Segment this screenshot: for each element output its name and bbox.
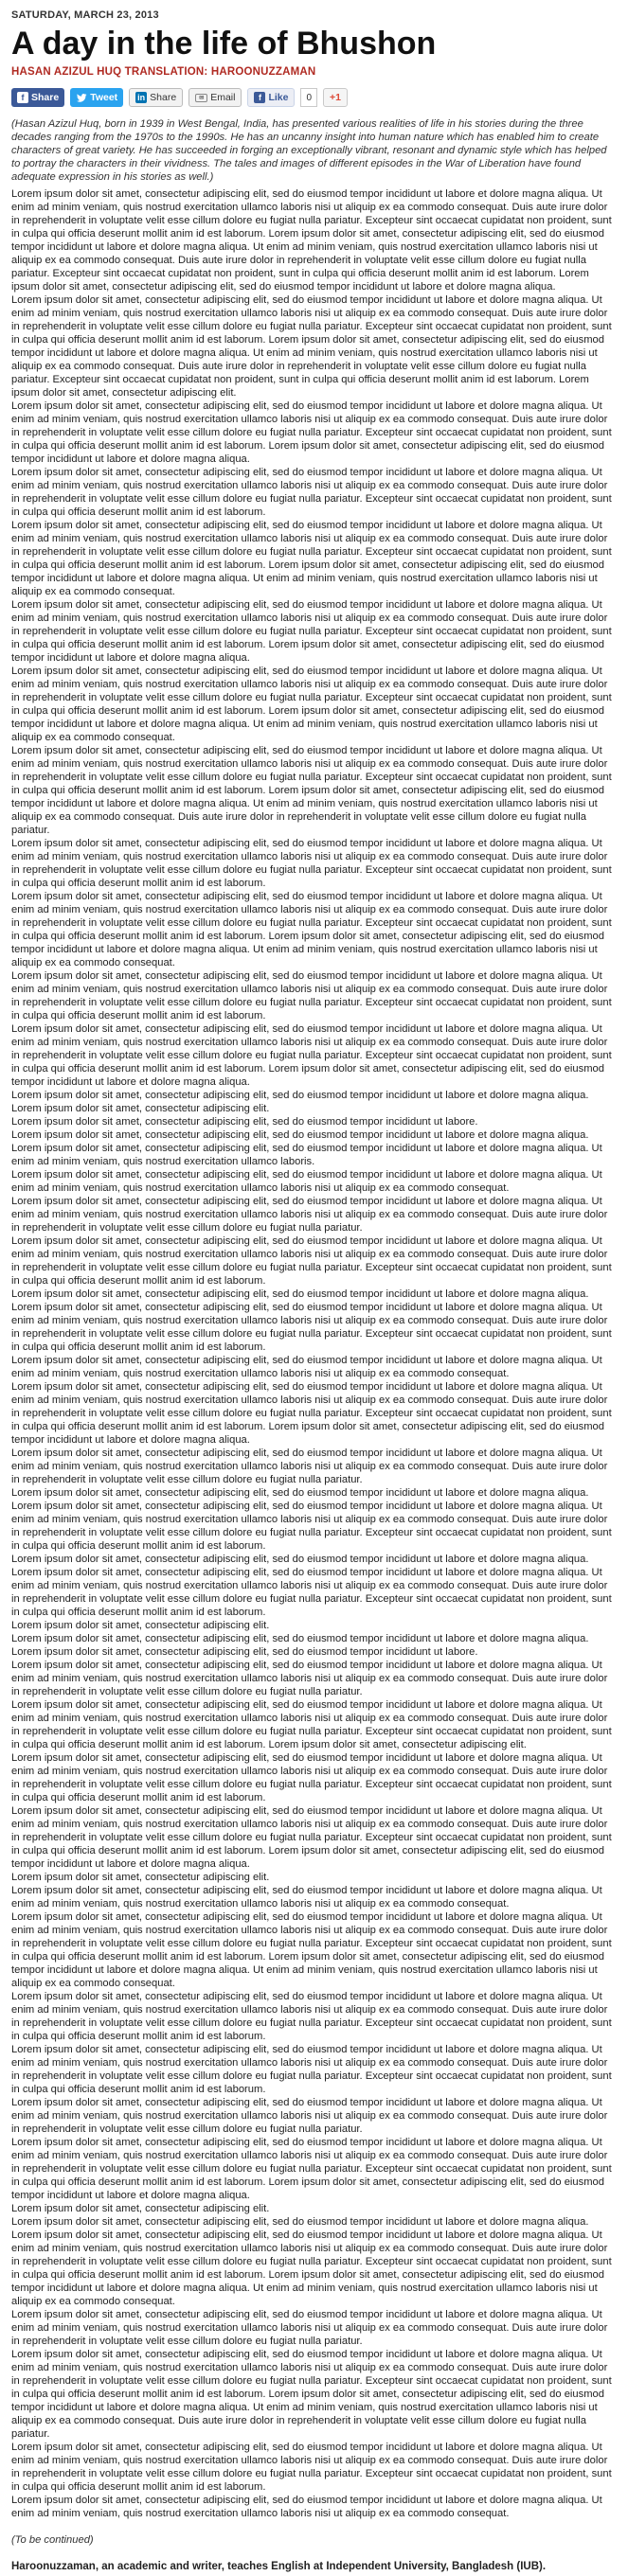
email-share-label: Email: [210, 92, 236, 103]
article-date: SATURDAY, MARCH 23, 2013: [11, 9, 159, 21]
like-count: 0: [300, 88, 317, 107]
facebook-like-button[interactable]: [247, 88, 295, 107]
article-paragraph: Lorem ipsum dolor sit amet, consectetur adipiscing elit, sed do eiusmod tempor incididunt ut labore et dolore magna aliqua.: [11, 1487, 589, 1499]
article-intro: (Hasan Azizul Huq, born in 1939 in West Bengal, India, has presented various realities of life in his stories during the three decades ranging from the 1970s to the 1990s. He has an uncanny insight into human nature which has enabled him to create characters of great variety. He has succeeded in forging an exceptionally vibrant, resonant and dynamic style which has helped to portray the characters in their vividness. The tales and images of different episodes in the War of Liberation have found adequate expression in his stories as well.): [11, 118, 607, 183]
article-paragraph: Lorem ipsum dolor sit amet, consectetur adipiscing elit, sed do eiusmod tempor incididunt ut labore et dolore magna aliqua. Ut enim ad minim veniam, quis nostrud exercitation ullamco laboris nisi ut aliquip ex ea commodo consequat.: [11, 1169, 602, 1194]
article-paragraph: Lorem ipsum dolor sit amet, consectetur adipiscing elit, sed do eiusmod tempor incididunt ut labore et dolore magna aliqua. Ut enim ad minim veniam, quis nostrud exercitation ullamco laboris nisi ut aliquip ex ea commodo consequat. Duis aute irure dolor in reprehenderit in voluptate velit esse cillum dolore eu fugiat nulla pariatur. Excepteur sint occaecat cupidatat non proident, sunt in culpa qui officia deserunt mollit anim id est laborum.: [11, 838, 612, 889]
article-paragraph: Lorem ipsum dolor sit amet, consectetur adipiscing elit, sed do eiusmod tempor incididunt ut labore et dolore magna aliqua. Ut enim ad minim veniam, quis nostrud exercitation ullamco laboris nisi ut aliquip ex ea commodo consequat. Duis aute irure dolor in reprehenderit in voluptate velit esse cillum dolore eu fugiat nulla pariatur. Excepteur sint occaecat cupidatat non proident, sunt in culpa qui officia deserunt mollit anim id est laborum. Lorem ipsum dolor sit amet, consectetur adipiscing elit, sed do eiusmod tempor incididunt ut labore et dolore magna aliqua.: [11, 599, 612, 664]
linkedin-icon: in: [137, 93, 146, 102]
article-paragraph: Lorem ipsum dolor sit amet, consectetur adipiscing elit, sed do eiusmod tempor incididunt ut labore et dolore magna aliqua. Ut enim ad minim veniam, quis nostrud exercitation ullamco laboris nisi ut aliquip ex ea commodo consequat. Duis aute irure dolor in reprehenderit in voluptate velit esse cillum dolore eu fugiat nulla pariatur.: [11, 2309, 608, 2347]
linkedin-share-button[interactable]: [129, 88, 183, 107]
envelope-icon: ✉: [195, 94, 207, 102]
thumbs-up-icon: f: [254, 92, 265, 103]
article-paragraph: Lorem ipsum dolor sit amet, consectetur adipiscing elit, sed do eiusmod tempor incididunt ut labore et dolore magna aliqua. Ut enim ad minim veniam, quis nostrud exercitation ullamco laboris nisi ut aliquip ex ea commodo consequat.: [11, 2495, 602, 2519]
article-byline: HASAN AZIZUL HUQ TRANSLATION: HAROONUZZAMAN: [11, 66, 316, 78]
article-paragraph: Lorem ipsum dolor sit amet, consectetur adipiscing elit, sed do eiusmod tempor incididunt ut labore et dolore magna aliqua. Ut enim ad minim veniam, quis nostrud exercitation ullamco laboris.: [11, 1143, 602, 1167]
linkedin-share-label: Share: [150, 92, 177, 103]
article-paragraph: Lorem ipsum dolor sit amet, consectetur adipiscing elit, sed do eiusmod tempor incididunt ut labore et dolore magna aliqua. Ut enim ad minim veniam, quis nostrud exercitation ullamco laboris nisi ut aliquip ex ea commodo consequat. Duis aute irure dolor in reprehenderit in voluptate velit esse cillum dolore eu fugiat nulla pariatur. Excepteur sint occaecat cupidatat non proident, sunt in culpa qui officia deserunt mollit anim id est laborum.: [11, 1302, 612, 1353]
google-plus-button[interactable]: [323, 88, 348, 107]
share-bar: [11, 87, 617, 108]
article-paragraph: Lorem ipsum dolor sit amet, consectetur adipiscing elit, sed do eiusmod tempor incididunt ut labore et dolore magna aliqua. Ut enim ad minim veniam, quis nostrud exercitation ullamco laboris nisi ut aliquip ex ea commodo consequat. Duis aute irure dolor in reprehenderit in voluptate velit esse cillum dolore eu fugiat nulla pariatur. Excepteur sint occaecat cupidatat non proident, sunt in culpa qui officia deserunt mollit anim id est laborum. Lorem ipsum dolor sit amet, consectetur adipiscing elit, sed do eiusmod tempor incididunt ut labore et dolore magna aliqua.: [11, 1805, 612, 1870]
article-paragraph: Lorem ipsum dolor sit amet, consectetur adipiscing elit, sed do eiusmod tempor incididunt ut labore et dolore magna aliqua. Ut enim ad minim veniam, quis nostrud exercitation ullamco laboris nisi ut aliquip ex ea commodo consequat. Duis aute irure dolor in reprehenderit in voluptate velit esse cillum dolore eu fugiat nulla pariatur.: [11, 1660, 608, 1697]
article-paragraph: Lorem ipsum dolor sit amet, consectetur adipiscing elit, sed do eiusmod tempor incididunt ut labore et dolore magna aliqua. Ut enim ad minim veniam, quis nostrud exercitation ullamco laboris nisi ut aliquip ex ea commodo consequat. Duis aute irure dolor in reprehenderit in voluptate velit esse cillum dolore eu fugiat nulla pariatur. Excepteur sint occaecat cupidatat non proident, sunt in culpa qui officia deserunt mollit anim id est laborum.: [11, 1235, 612, 1287]
twitter-tweet-label: Tweet: [90, 92, 118, 103]
article-paragraph: Lorem ipsum dolor sit amet, consectetur adipiscing elit, sed do eiusmod tempor incididunt ut labore et dolore magna aliqua. Ut enim ad minim veniam, quis nostrud exercitation ullamco laboris nisi ut aliquip ex ea commodo consequat. Duis aute irure dolor in reprehenderit in voluptate velit esse cillum dolore eu fugiat nulla pariatur. Excepteur sint occaecat cupidatat non proident, sunt in culpa qui officia deserunt mollit anim id est laborum. Lorem ipsum dolor sit amet, consectetur adipiscing elit, sed do eiusmod tempor incididunt ut labore et dolore magna aliqua. Ut enim ad minim veniam, quis nostrud exercitation ullamco laboris nisi ut aliquip ex ea commodo consequat. Duis aute irure dolor in reprehenderit in voluptate velit esse cillum dolore eu fugiat nulla pariatur.: [11, 2349, 612, 2440]
article-paragraph: Lorem ipsum dolor sit amet, consectetur adipiscing elit, sed do eiusmod tempor incididunt ut labore et dolore magna aliqua. Ut enim ad minim veniam, quis nostrud exercitation ullamco laboris nisi ut aliquip ex ea commodo consequat.: [11, 1355, 602, 1379]
article-paragraph: Lorem ipsum dolor sit amet, consectetur adipiscing elit, sed do eiusmod tempor incididunt ut labore et dolore magna aliqua. Ut enim ad minim veniam, quis nostrud exercitation ullamco laboris nisi ut aliquip ex ea commodo consequat. Duis aute irure dolor in reprehenderit in voluptate velit esse cillum dolore eu fugiat nulla pariatur. Excepteur sint occaecat cupidatat non proident, sunt in culpa qui officia deserunt mollit anim id est laborum.: [11, 2044, 612, 2095]
article-paragraph: Lorem ipsum dolor sit amet, consectetur adipiscing elit, sed do eiusmod tempor incididunt ut labore et dolore magna aliqua. Ut enim ad minim veniam, quis nostrud exercitation ullamco laboris nisi ut aliquip ex ea commodo consequat.: [11, 1885, 602, 1910]
article-paragraph: Lorem ipsum dolor sit amet, consectetur adipiscing elit, sed do eiusmod tempor incididunt ut labore et dolore magna aliqua. Ut enim ad minim veniam, quis nostrud exercitation ullamco laboris nisi ut aliquip ex ea commodo consequat. Duis aute irure dolor in reprehenderit in voluptate velit esse cillum dolore eu fugiat nulla pariatur. Excepteur sint occaecat cupidatat non proident, sunt in culpa qui officia deserunt mollit anim id est laborum.: [11, 467, 612, 518]
article-paragraph: Lorem ipsum dolor sit amet, consectetur adipiscing elit.: [11, 1103, 270, 1114]
article-paragraph: Lorem ipsum dolor sit amet, consectetur adipiscing elit, sed do eiusmod tempor incididunt ut labore et dolore magna aliqua. Ut enim ad minim veniam, quis nostrud exercitation ullamco laboris nisi ut aliquip ex ea commodo consequat. Duis aute irure dolor in reprehenderit in voluptate velit esse cillum dolore eu fugiat nulla pariatur. Excepteur sint occaecat cupidatat non proident, sunt in culpa qui officia deserunt mollit anim id est laborum. Lorem ipsum dolor sit amet, consectetur adipiscing elit, sed do eiusmod tempor incididunt ut labore et dolore magna aliqua. Ut enim ad minim veniam, quis nostrud exercitation ullamco laboris nisi ut aliquip ex ea commodo consequat. Duis aute irure dolor in reprehenderit in voluptate velit esse cillum dolore eu fugiat nulla pariatur. Excepteur sint occaecat cupidatat non proident, sunt in culpa qui officia deserunt mollit anim id est laborum. Lorem ipsum dolor sit amet, consectetur adipiscing elit, sed do eiusmod tempor incididunt ut labore et dolore magna aliqua.: [11, 188, 612, 293]
article-paragraph: Lorem ipsum dolor sit amet, consectetur adipiscing elit, sed do eiusmod tempor incididunt ut labore et dolore magna aliqua. Ut enim ad minim veniam, quis nostrud exercitation ullamco laboris nisi ut aliquip ex ea commodo consequat. Duis aute irure dolor in reprehenderit in voluptate velit esse cillum dolore eu fugiat nulla pariatur. Excepteur sint occaecat cupidatat non proident, sunt in culpa qui officia deserunt mollit anim id est laborum. Lorem ipsum dolor sit amet, consectetur adipiscing elit, sed do eiusmod tempor incididunt ut labore et dolore magna aliqua.: [11, 1023, 612, 1088]
article-body: [11, 187, 617, 2520]
article-paragraph: Lorem ipsum dolor sit amet, consectetur adipiscing elit, sed do eiusmod tempor incididunt ut labore et dolore magna aliqua. Ut enim ad minim veniam, quis nostrud exercitation ullamco laboris nisi ut aliquip ex ea commodo consequat. Duis aute irure dolor in reprehenderit in voluptate velit esse cillum dolore eu fugiat nulla pariatur. Excepteur sint occaecat cupidatat non proident, sunt in culpa qui officia deserunt mollit anim id est laborum. Lorem ipsum dolor sit amet, consectetur adipiscing elit, sed do eiusmod tempor incididunt ut labore et dolore magna aliqua.: [11, 2137, 612, 2201]
article-paragraph: Lorem ipsum dolor sit amet, consectetur adipiscing elit, sed do eiusmod tempor incididunt ut labore et dolore magna aliqua.: [11, 1129, 589, 1141]
article-paragraph: Lorem ipsum dolor sit amet, consectetur adipiscing elit, sed do eiusmod tempor incididunt ut labore et dolore magna aliqua.: [11, 1090, 589, 1101]
article-paragraph: Lorem ipsum dolor sit amet, consectetur adipiscing elit, sed do eiusmod tempor incididunt ut labore et dolore magna aliqua. Ut enim ad minim veniam, quis nostrud exercitation ullamco laboris nisi ut aliquip ex ea commodo consequat. Duis aute irure dolor in reprehenderit in voluptate velit esse cillum dolore eu fugiat nulla pariatur. Excepteur sint occaecat cupidatat non proident, sunt in culpa qui officia deserunt mollit anim id est laborum.: [11, 1501, 612, 1552]
article-paragraph: Lorem ipsum dolor sit amet, consectetur adipiscing elit, sed do eiusmod tempor incididunt ut labore et dolore magna aliqua. Ut enim ad minim veniam, quis nostrud exercitation ullamco laboris nisi ut aliquip ex ea commodo consequat. Duis aute irure dolor in reprehenderit in voluptate velit esse cillum dolore eu fugiat nulla pariatur. Excepteur sint occaecat cupidatat non proident, sunt in culpa qui officia deserunt mollit anim id est laborum. Lorem ipsum dolor sit amet, consectetur adipiscing elit, sed do eiusmod tempor incididunt ut labore et dolore magna aliqua. Ut enim ad minim veniam, quis nostrud exercitation ullamco laboris nisi ut aliquip ex ea commodo consequat.: [11, 520, 612, 597]
article-paragraph: Lorem ipsum dolor sit amet, consectetur adipiscing elit, sed do eiusmod tempor incididunt ut labore et dolore magna aliqua. Ut enim ad minim veniam, quis nostrud exercitation ullamco laboris nisi ut aliquip ex ea commodo consequat. Duis aute irure dolor in reprehenderit in voluptate velit esse cillum dolore eu fugiat nulla pariatur. Excepteur sint occaecat cupidatat non proident, sunt in culpa qui officia deserunt mollit anim id est laborum. Lorem ipsum dolor sit amet, consectetur adipiscing elit, sed do eiusmod tempor incididunt ut labore et dolore magna aliqua. Ut enim ad minim veniam, quis nostrud exercitation ullamco laboris nisi ut aliquip ex ea commodo consequat.: [11, 666, 612, 743]
article-paragraph: Lorem ipsum dolor sit amet, consectetur adipiscing elit, sed do eiusmod tempor incididunt ut labore et dolore magna aliqua.: [11, 1554, 589, 1565]
twitter-icon: [76, 92, 87, 103]
article-paragraph: Lorem ipsum dolor sit amet, consectetur adipiscing elit, sed do eiusmod tempor incididunt ut labore et dolore magna aliqua. Ut enim ad minim veniam, quis nostrud exercitation ullamco laboris nisi ut aliquip ex ea commodo consequat. Duis aute irure dolor in reprehenderit in voluptate velit esse cillum dolore eu fugiat nulla pariatur. Excepteur sint occaecat cupidatat non proident, sunt in culpa qui officia deserunt mollit anim id est laborum.: [11, 2442, 612, 2493]
facebook-share-label: Share: [31, 92, 60, 103]
article-paragraph: Lorem ipsum dolor sit amet, consectetur adipiscing elit, sed do eiusmod tempor incididunt ut labore et dolore magna aliqua.: [11, 1633, 589, 1644]
article-paragraph: Lorem ipsum dolor sit amet, consectetur adipiscing elit, sed do eiusmod tempor incididunt ut labore et dolore magna aliqua.: [11, 2216, 589, 2228]
article-paragraph: Lorem ipsum dolor sit amet, consectetur adipiscing elit, sed do eiusmod tempor incididunt ut labore et dolore magna aliqua. Ut enim ad minim veniam, quis nostrud exercitation ullamco laboris nisi ut aliquip ex ea commodo consequat. Duis aute irure dolor in reprehenderit in voluptate velit esse cillum dolore eu fugiat nulla pariatur. Excepteur sint occaecat cupidatat non proident, sunt in culpa qui officia deserunt mollit anim id est laborum.: [11, 1567, 612, 1618]
article-paragraph: Lorem ipsum dolor sit amet, consectetur adipiscing elit.: [11, 1872, 270, 1883]
article-paragraph: Lorem ipsum dolor sit amet, consectetur adipiscing elit, sed do eiusmod tempor incididunt ut labore et dolore magna aliqua. Ut enim ad minim veniam, quis nostrud exercitation ullamco laboris nisi ut aliquip ex ea commodo consequat. Duis aute irure dolor in reprehenderit in voluptate velit esse cillum dolore eu fugiat nulla pariatur. Excepteur sint occaecat cupidatat non proident, sunt in culpa qui officia deserunt mollit anim id est laborum. Lorem ipsum dolor sit amet, consectetur adipiscing elit.: [11, 1699, 612, 1750]
article-paragraph: Lorem ipsum dolor sit amet, consectetur adipiscing elit.: [11, 1620, 270, 1631]
article-paragraph: Lorem ipsum dolor sit amet, consectetur adipiscing elit, sed do eiusmod tempor incididunt ut labore.: [11, 1116, 478, 1128]
article-paragraph: Lorem ipsum dolor sit amet, consectetur adipiscing elit, sed do eiusmod tempor incididunt ut labore et dolore magna aliqua. Ut enim ad minim veniam, quis nostrud exercitation ullamco laboris nisi ut aliquip ex ea commodo consequat. Duis aute irure dolor in reprehenderit in voluptate velit esse cillum dolore eu fugiat nulla pariatur. Excepteur sint occaecat cupidatat non proident, sunt in culpa qui officia deserunt mollit anim id est laborum. Lorem ipsum dolor sit amet, consectetur adipiscing elit, sed do eiusmod tempor incididunt ut labore et dolore magna aliqua. Ut enim ad minim veniam, quis nostrud exercitation ullamco laboris nisi ut aliquip ex ea commodo consequat. Duis aute irure dolor in reprehenderit in voluptate velit esse cillum dolore eu fugiat nulla pariatur. Excepteur sint occaecat cupidatat non proident, sunt in culpa qui officia deserunt mollit anim id est laborum. Lorem ipsum dolor sit amet, consectetur adipiscing elit.: [11, 294, 612, 399]
twitter-tweet-button[interactable]: [70, 88, 123, 107]
article-paragraph: Lorem ipsum dolor sit amet, consectetur adipiscing elit, sed do eiusmod tempor incididunt ut labore et dolore magna aliqua. Ut enim ad minim veniam, quis nostrud exercitation ullamco laboris nisi ut aliquip ex ea commodo consequat. Duis aute irure dolor in reprehenderit in voluptate velit esse cillum dolore eu fugiat nulla pariatur.: [11, 1196, 608, 1234]
google-plus-label: +1: [330, 92, 342, 103]
facebook-share-button[interactable]: [11, 88, 64, 107]
article-paragraph: Lorem ipsum dolor sit amet, consectetur adipiscing elit, sed do eiusmod tempor incididunt ut labore et dolore magna aliqua. Ut enim ad minim veniam, quis nostrud exercitation ullamco laboris nisi ut aliquip ex ea commodo consequat. Duis aute irure dolor in reprehenderit in voluptate velit esse cillum dolore eu fugiat nulla pariatur.: [11, 1448, 608, 1485]
article-title: A day in the life of Bhushon: [11, 26, 437, 62]
article-paragraph: Lorem ipsum dolor sit amet, consectetur adipiscing elit.: [11, 2203, 270, 2214]
article-paragraph: Lorem ipsum dolor sit amet, consectetur adipiscing elit, sed do eiusmod tempor incididunt ut labore et dolore magna aliqua. Ut enim ad minim veniam, quis nostrud exercitation ullamco laboris nisi ut aliquip ex ea commodo consequat. Duis aute irure dolor in reprehenderit in voluptate velit esse cillum dolore eu fugiat nulla pariatur. Excepteur sint occaecat cupidatat non proident, sunt in culpa qui officia deserunt mollit anim id est laborum.: [11, 1752, 612, 1803]
article-paragraph: Lorem ipsum dolor sit amet, consectetur adipiscing elit, sed do eiusmod tempor incididunt ut labore et dolore magna aliqua. Ut enim ad minim veniam, quis nostrud exercitation ullamco laboris nisi ut aliquip ex ea commodo consequat. Duis aute irure dolor in reprehenderit in voluptate velit esse cillum dolore eu fugiat nulla pariatur. Excepteur sint occaecat cupidatat non proident, sunt in culpa qui officia deserunt mollit anim id est laborum.: [11, 1991, 612, 2042]
article-paragraph: Lorem ipsum dolor sit amet, consectetur adipiscing elit, sed do eiusmod tempor incididunt ut labore et dolore magna aliqua. Ut enim ad minim veniam, quis nostrud exercitation ullamco laboris nisi ut aliquip ex ea commodo consequat. Duis aute irure dolor in reprehenderit in voluptate velit esse cillum dolore eu fugiat nulla pariatur. Excepteur sint occaecat cupidatat non proident, sunt in culpa qui officia deserunt mollit anim id est laborum. Lorem ipsum dolor sit amet, consectetur adipiscing elit, sed do eiusmod tempor incididunt ut labore et dolore magna aliqua.: [11, 400, 612, 465]
to-be-continued: (To be continued): [11, 2534, 94, 2546]
article-paragraph: Lorem ipsum dolor sit amet, consectetur adipiscing elit, sed do eiusmod tempor incididunt ut labore.: [11, 1646, 478, 1658]
article-paragraph: Lorem ipsum dolor sit amet, consectetur adipiscing elit, sed do eiusmod tempor incididunt ut labore et dolore magna aliqua. Ut enim ad minim veniam, quis nostrud exercitation ullamco laboris nisi ut aliquip ex ea commodo consequat. Duis aute irure dolor in reprehenderit in voluptate velit esse cillum dolore eu fugiat nulla pariatur.: [11, 2097, 608, 2135]
article-paragraph: Lorem ipsum dolor sit amet, consectetur adipiscing elit, sed do eiusmod tempor incididunt ut labore et dolore magna aliqua. Ut enim ad minim veniam, quis nostrud exercitation ullamco laboris nisi ut aliquip ex ea commodo consequat. Duis aute irure dolor in reprehenderit in voluptate velit esse cillum dolore eu fugiat nulla pariatur. Excepteur sint occaecat cupidatat non proident, sunt in culpa qui officia deserunt mollit anim id est laborum. Lorem ipsum dolor sit amet, consectetur adipiscing elit, sed do eiusmod tempor incididunt ut labore et dolore magna aliqua.: [11, 1381, 612, 1446]
article-paragraph: Lorem ipsum dolor sit amet, consectetur adipiscing elit, sed do eiusmod tempor incididunt ut labore et dolore magna aliqua. Ut enim ad minim veniam, quis nostrud exercitation ullamco laboris nisi ut aliquip ex ea commodo consequat. Duis aute irure dolor in reprehenderit in voluptate velit esse cillum dolore eu fugiat nulla pariatur. Excepteur sint occaecat cupidatat non proident, sunt in culpa qui officia deserunt mollit anim id est laborum. Lorem ipsum dolor sit amet, consectetur adipiscing elit, sed do eiusmod tempor incididunt ut labore et dolore magna aliqua. Ut enim ad minim veniam, quis nostrud exercitation ullamco laboris nisi ut aliquip ex ea commodo consequat. Duis aute irure dolor in reprehenderit in voluptate velit esse cillum dolore eu fugiat nulla pariatur.: [11, 745, 612, 836]
translator-note: Haroonuzzaman, an academic and writer, teaches English at Independent University, Bangladesh (IUB).: [11, 2561, 547, 2572]
article-paragraph: Lorem ipsum dolor sit amet, consectetur adipiscing elit, sed do eiusmod tempor incididunt ut labore et dolore magna aliqua. Ut enim ad minim veniam, quis nostrud exercitation ullamco laboris nisi ut aliquip ex ea commodo consequat. Duis aute irure dolor in reprehenderit in voluptate velit esse cillum dolore eu fugiat nulla pariatur. Excepteur sint occaecat cupidatat non proident, sunt in culpa qui officia deserunt mollit anim id est laborum. Lorem ipsum dolor sit amet, consectetur adipiscing elit, sed do eiusmod tempor incididunt ut labore et dolore magna aliqua. Ut enim ad minim veniam, quis nostrud exercitation ullamco laboris nisi ut aliquip ex ea commodo consequat.: [11, 891, 612, 968]
facebook-icon: f: [17, 92, 28, 103]
article-paragraph: Lorem ipsum dolor sit amet, consectetur adipiscing elit, sed do eiusmod tempor incididunt ut labore et dolore magna aliqua. Ut enim ad minim veniam, quis nostrud exercitation ullamco laboris nisi ut aliquip ex ea commodo consequat. Duis aute irure dolor in reprehenderit in voluptate velit esse cillum dolore eu fugiat nulla pariatur. Excepteur sint occaecat cupidatat non proident, sunt in culpa qui officia deserunt mollit anim id est laborum. Lorem ipsum dolor sit amet, consectetur adipiscing elit, sed do eiusmod tempor incididunt ut labore et dolore magna aliqua. Ut enim ad minim veniam, quis nostrud exercitation ullamco laboris nisi ut aliquip ex ea commodo consequat.: [11, 1911, 612, 1989]
article-paragraph: Lorem ipsum dolor sit amet, consectetur adipiscing elit, sed do eiusmod tempor incididunt ut labore et dolore magna aliqua. Ut enim ad minim veniam, quis nostrud exercitation ullamco laboris nisi ut aliquip ex ea commodo consequat. Duis aute irure dolor in reprehenderit in voluptate velit esse cillum dolore eu fugiat nulla pariatur. Excepteur sint occaecat cupidatat non proident, sunt in culpa qui officia deserunt mollit anim id est laborum. Lorem ipsum dolor sit amet, consectetur adipiscing elit, sed do eiusmod tempor incididunt ut labore et dolore magna aliqua. Ut enim ad minim veniam, quis nostrud exercitation ullamco laboris nisi ut aliquip ex ea commodo consequat.: [11, 2230, 612, 2307]
like-label: Like: [268, 92, 289, 103]
email-share-button[interactable]: [188, 88, 242, 107]
article-paragraph: Lorem ipsum dolor sit amet, consectetur adipiscing elit, sed do eiusmod tempor incididunt ut labore et dolore magna aliqua. Ut enim ad minim veniam, quis nostrud exercitation ullamco laboris nisi ut aliquip ex ea commodo consequat. Duis aute irure dolor in reprehenderit in voluptate velit esse cillum dolore eu fugiat nulla pariatur. Excepteur sint occaecat cupidatat non proident, sunt in culpa qui officia deserunt mollit anim id est laborum.: [11, 970, 612, 1022]
article-paragraph: Lorem ipsum dolor sit amet, consectetur adipiscing elit, sed do eiusmod tempor incididunt ut labore et dolore magna aliqua.: [11, 1288, 589, 1300]
